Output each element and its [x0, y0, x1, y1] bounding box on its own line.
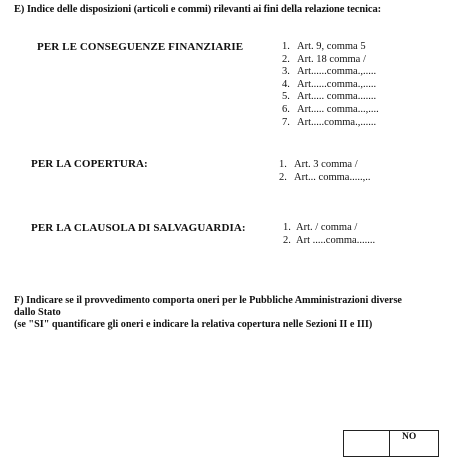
list-item: 2. Art .....comma.......: [283, 234, 376, 246]
group-label-salvaguardia: PER LA CLAUSOLA DI SALVAGUARDIA:: [31, 222, 246, 234]
answer-box-divider: [389, 431, 390, 456]
list-item: 1. Art. 9, comma 5: [282, 41, 366, 52]
group-label-conseguenze: PER LE CONSEGUENZE FINANZIARIE: [37, 41, 244, 53]
list-item: 7. Art.....comma.,......: [282, 116, 377, 128]
salvaguardia-list: [283, 222, 375, 247]
section-e-heading: E) Indice delle disposizioni (articoli e commi) rilevanti ai fini della relazione tecnica:: [14, 4, 382, 15]
section-f-line-1: F) Indicare se il provvedimento comporta oneri per le Pubbliche Amministrazioni diverse: [14, 295, 402, 306]
list-item: 3. Art......comma.,.....: [282, 66, 377, 78]
si-no-answer-box: [343, 430, 439, 457]
answer-no-cell: NO: [402, 432, 417, 442]
list-item: 6. Art..... comma...,....: [282, 103, 379, 115]
group-label-copertura: PER LA COPERTURA:: [31, 158, 148, 170]
section-f-line-2: dallo Stato: [14, 307, 61, 318]
list-item: 1. Art. / comma /: [283, 222, 358, 233]
list-item: 2. Art. 18 comma /: [282, 53, 366, 65]
conseguenze-list: [282, 41, 379, 129]
list-item: 2. Art... comma.....,..: [279, 171, 371, 183]
list-item: 1. Art. 3 comma /: [279, 159, 358, 170]
list-item: 4. Art......comma.,.....: [282, 78, 377, 90]
copertura-list: [279, 159, 370, 184]
section-f-line-3: (se "SI" quantificare gli oneri e indicare la relativa copertura nelle Sezioni II e III): [14, 319, 373, 330]
list-item: 5. Art..... comma.......: [282, 91, 377, 103]
